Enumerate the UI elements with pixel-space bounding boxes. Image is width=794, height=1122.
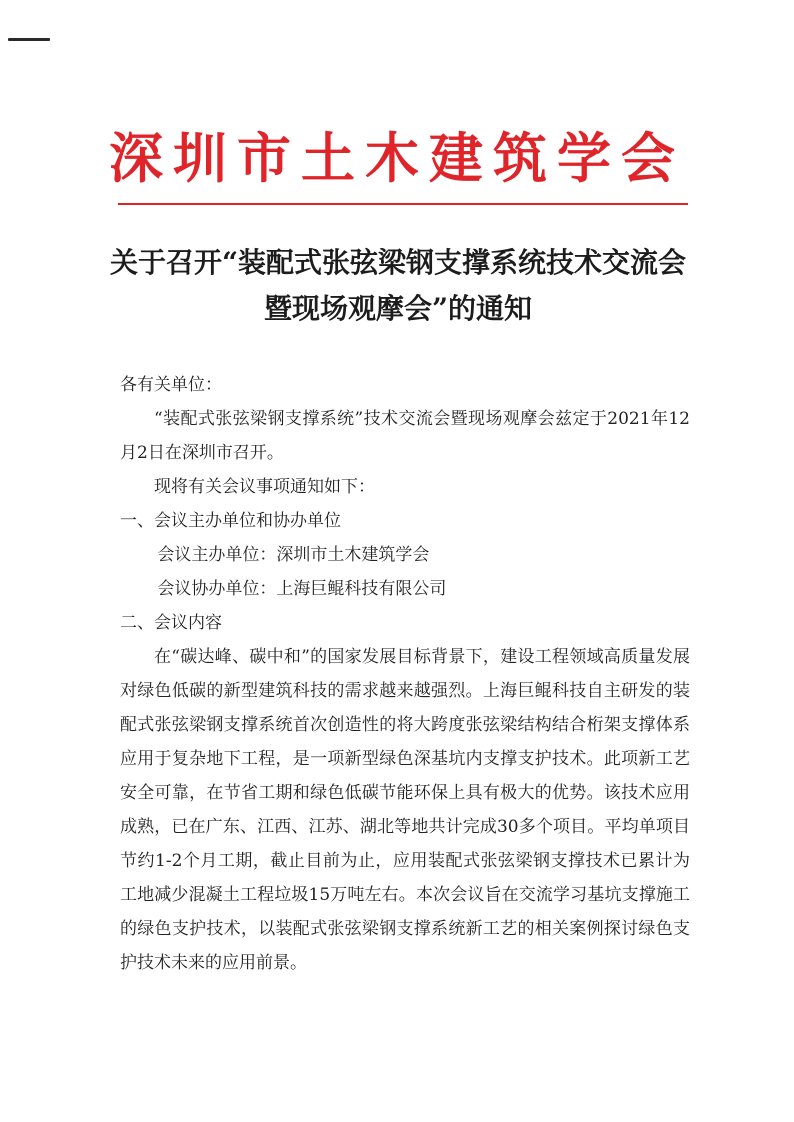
host-line: 会议主办单位：深圳市土木建筑学会 (157, 545, 430, 565)
lead-line: 现将有关会议事项通知如下： (154, 477, 375, 497)
intro-paragraph: “装配式张弦梁钢支撑系统”技术交流会暨现场观摩会兹定于2021年12月2日在深圳市召开。 (120, 409, 690, 463)
section-2-heading: 二、会议内容 (120, 613, 222, 633)
section-2-paragraph: 在“碳达峰、碳中和”的国家发展目标背景下，建设工程领域高质量发展对绿色低碳的新型建筑科技的需求越来越强烈。上海巨鲲科技自主研发的装配式张弦梁钢支撑系统首次创造性的将大跨度张弦梁结构结合桁架支撑体系应用于复杂地下工程，是一项新型绿色深基坑内支撑支护技术。此项新工艺安全可靠，在节省工期和绿色低碳节能环保上具有极大的优势。该技术应用成熟，已在广东、江西、江苏、湖北等地共计完成30多个项目。平均单项目节约1-2个月工期，截止目前为止，应用装配式张弦梁钢支撑技术已累计为工地减少混凝土工程垃圾15万吨左右。本次会议旨在交流学习基坑支撑施工的绿色支护技术，以装配式张弦梁钢支撑系统新工艺的相关案例探讨绿色支护技术未来的应用前景。 (120, 647, 690, 973)
notice-body (120, 368, 690, 980)
notice-title: 关于召开“装配式张弦梁钢支撑系统技术交流会暨现场观摩会”的通知 (109, 246, 687, 325)
co-host-line: 会议协办单位：上海巨鲲科技有限公司 (157, 579, 447, 599)
organization-header: 深圳市土木建筑学会 (109, 126, 685, 190)
header-divider (118, 203, 688, 205)
salutation: 各有关单位： (120, 375, 222, 395)
scan-mark (8, 38, 50, 41)
section-1-heading: 一、会议主办单位和协办单位 (120, 511, 341, 531)
